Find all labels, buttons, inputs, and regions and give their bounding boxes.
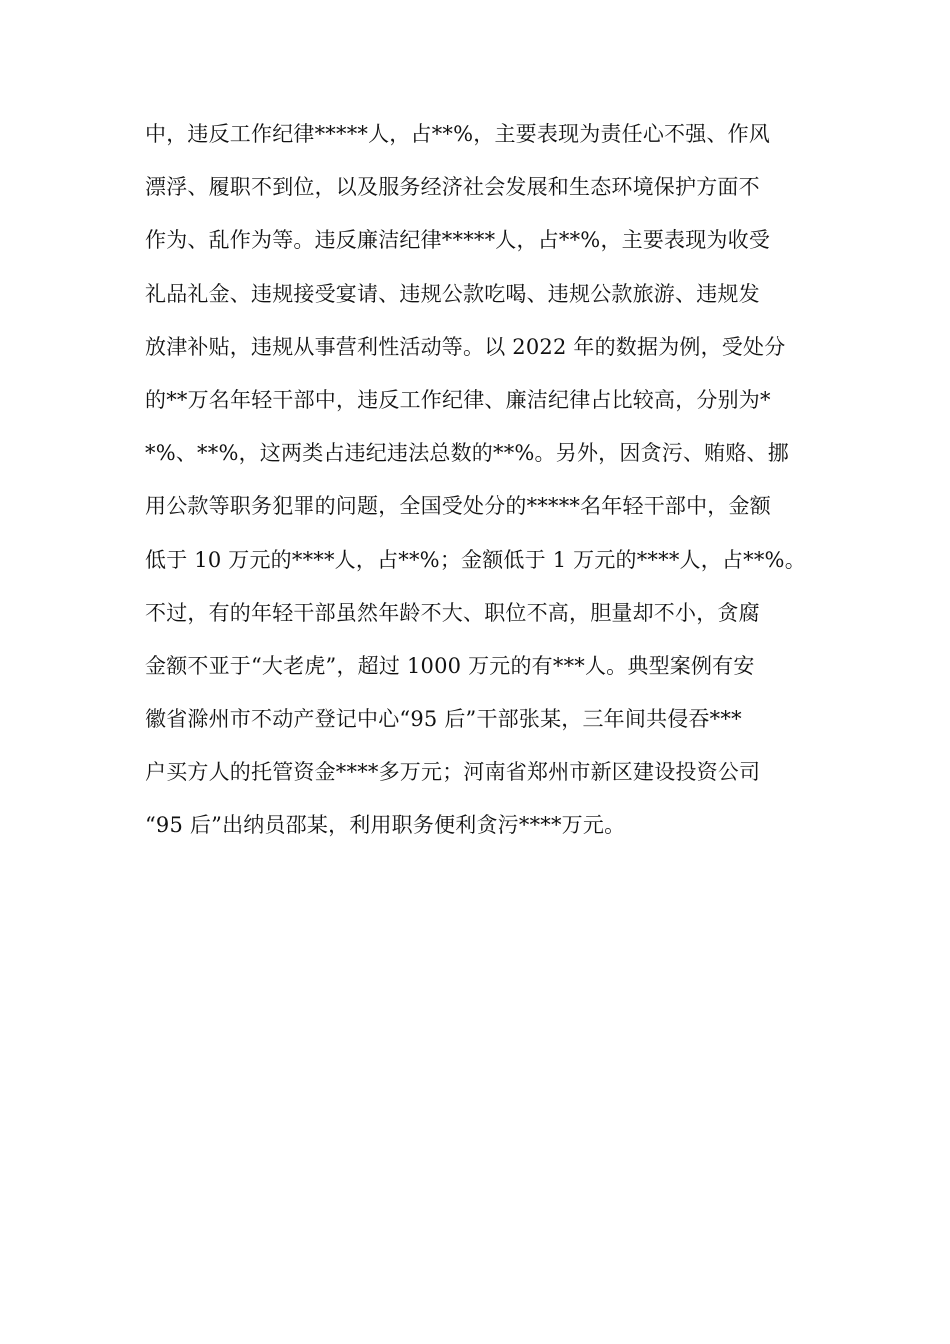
text-line: 漂浮、履职不到位，以及服务经济社会发展和生态环境保护方面不 — [145, 175, 760, 200]
text-line: 的**万名年轻干部中，违反工作纪律、廉洁纪律占比较高，分别为* — [145, 387, 771, 412]
text-line: 低于 10 万元的****人，占**%；金额低于 1 万元的****人，占**%。 — [145, 547, 806, 572]
body-paragraph — [145, 108, 810, 853]
text-line: 礼品礼金、违规接受宴请、违规公款吃喝、违规公款旅游、违规发 — [145, 281, 760, 306]
text-line: 放津补贴，违规从事营利性活动等。以 2022 年的数据为例，受处分 — [145, 334, 786, 359]
text-line: 户买方人的托管资金****多万元；河南省郑州市新区建设投资公司 — [145, 760, 761, 785]
text-line: 徽省滁州市不动产登记中心“95 后”干部张某，三年间共侵吞*** — [145, 707, 742, 732]
text-line: 作为、乱作为等。违反廉洁纪律*****人，占**%，主要表现为收受 — [145, 228, 771, 253]
text-line: 不过，有的年轻干部虽然年龄不大、职位不高，胆量却不小，贪腐 — [145, 600, 760, 625]
text-line: 中，违反工作纪律*****人，占**%，主要表现为责任心不强、作风 — [145, 122, 771, 146]
text-line: “95 后”出纳员邵某，利用职务便利贪污****万元。 — [145, 813, 626, 838]
text-line: 用公款等职务犯罪的问题，全国受处分的*****名年轻干部中，金额 — [145, 494, 771, 519]
text-line: *%、**%，这两类占违纪违法总数的**%。另外，因贪污、贿赂、挪 — [145, 441, 789, 466]
text-line: 金额不亚于“大老虎”，超过 1000 万元的有***人。典型案例有安 — [145, 653, 755, 678]
